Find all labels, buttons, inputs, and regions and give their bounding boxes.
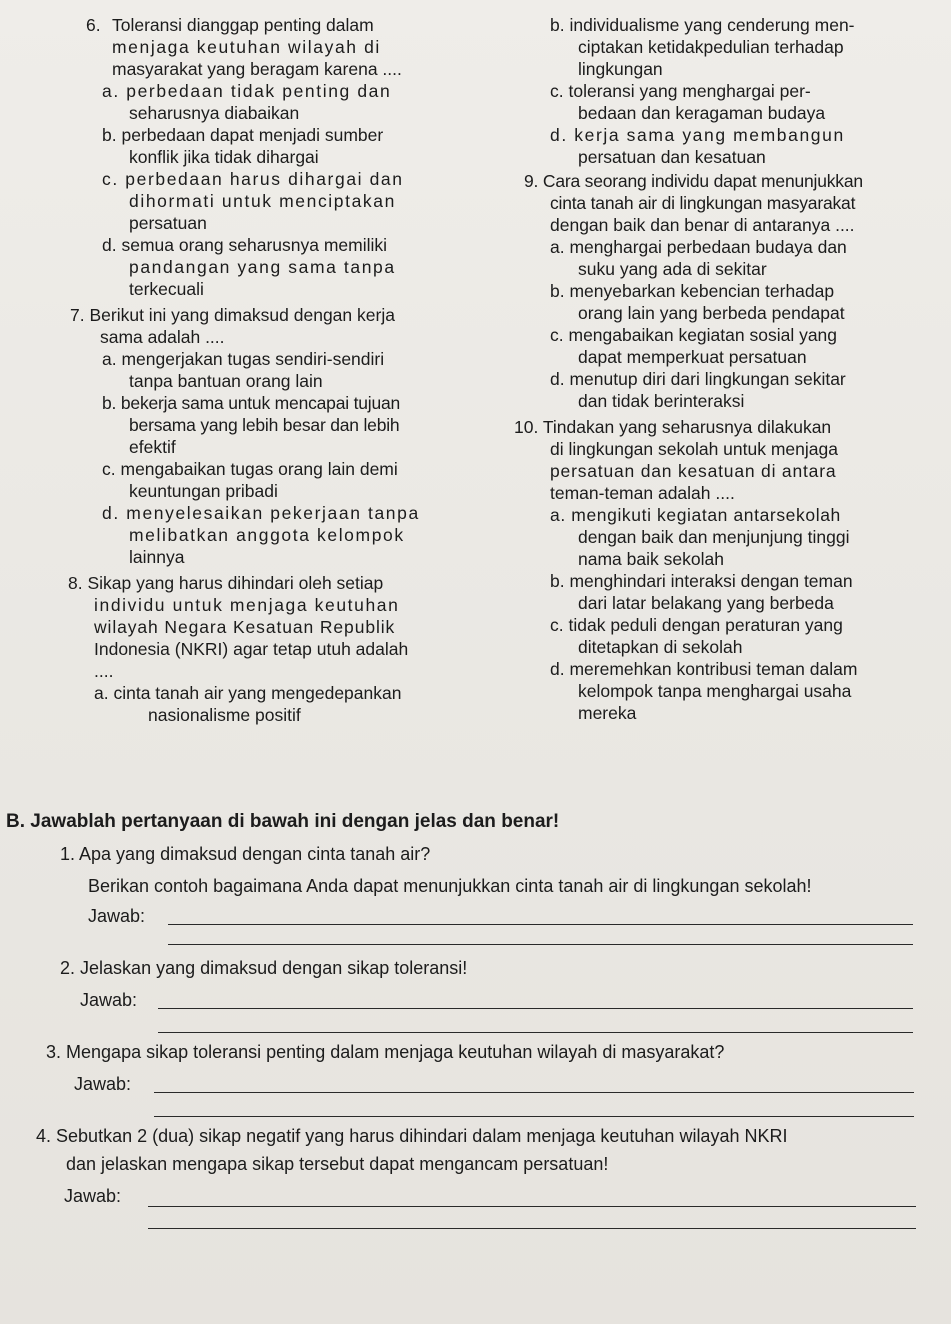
- option-line: terkecuali: [129, 279, 204, 299]
- left-column: [68, 14, 456, 726]
- option-d: d. menutup diri dari lingkungan sekitar: [550, 369, 846, 389]
- option-line: kelompok tanpa menghargai usaha: [578, 681, 852, 701]
- option-d: d. kerja sama yang membangun: [550, 125, 845, 145]
- question-stem-line: persatuan dan kesatuan di antara: [550, 461, 837, 481]
- option-line: lainnya: [129, 547, 185, 567]
- option-a: a. menghargai perbedaan budaya dan: [550, 237, 847, 257]
- option-line: dengan baik dan menjunjung tinggi: [578, 527, 850, 547]
- answer-line[interactable]: [154, 1116, 914, 1117]
- option-b: b. menyebarkan kebencian terhadap: [550, 281, 835, 301]
- question-number: 1.: [60, 844, 76, 864]
- answer-row: [6, 1014, 941, 1038]
- option-line: persatuan: [129, 213, 207, 233]
- option-line: dihormati untuk menciptakan: [129, 191, 396, 211]
- answer-line[interactable]: [148, 1206, 916, 1207]
- answer-line[interactable]: [168, 924, 913, 925]
- answer-line[interactable]: [148, 1228, 916, 1229]
- question-stem-line: Toleransi dianggap penting dalam: [112, 15, 374, 35]
- question-text: Jelaskan yang dimaksud dengan sikap toleransi!: [80, 958, 468, 978]
- question-text: Apa yang dimaksud dengan cinta tanah air?: [79, 844, 431, 864]
- option-line: dari latar belakang yang berbeda: [578, 593, 834, 613]
- question-number: 2.: [60, 958, 76, 978]
- essay-question-2: [6, 956, 941, 980]
- answer-row: [6, 1098, 941, 1122]
- question-stem-line: teman-teman adalah ....: [550, 483, 735, 503]
- question-7: [70, 304, 456, 568]
- option-line: efektif: [129, 437, 176, 457]
- option-line: orang lain yang berbeda pendapat: [578, 303, 845, 323]
- section-b: [6, 810, 941, 1234]
- option-line: pandangan yang sama tanpa: [129, 257, 396, 277]
- answer-row: [6, 1184, 941, 1210]
- option-line: melibatkan anggota kelompok: [129, 525, 405, 545]
- question-number: 8.: [68, 573, 83, 593]
- option-c: c. mengabaikan kegiatan sosial yang: [550, 325, 838, 345]
- question-8: [68, 572, 456, 726]
- question-stem-line: ....: [94, 661, 114, 681]
- question-number: 3.: [46, 1042, 62, 1062]
- option-a: a. mengerjakan tugas sendiri-sendiri: [102, 349, 385, 369]
- question-stem-line: wilayah Negara Kesatuan Republik: [94, 617, 396, 637]
- answer-row: [6, 930, 941, 952]
- question-number: 9.: [524, 171, 539, 191]
- question-number: 10.: [514, 417, 539, 437]
- option-line: bedaan dan keragaman budaya: [578, 103, 826, 123]
- option-b: b. bekerja sama untuk mencapai tujuan: [102, 393, 401, 413]
- answer-line[interactable]: [154, 1092, 914, 1093]
- option-a: a. perbedaan tidak penting dan: [102, 81, 392, 101]
- option-c: c. toleransi yang menghargai per-: [550, 81, 811, 101]
- question-stem-line: 10. Tindakan yang seharusnya dilakukan: [514, 417, 832, 437]
- option-line: persatuan dan kesatuan: [578, 147, 766, 167]
- answer-label: Jawab:: [88, 906, 146, 926]
- question-stem-line: Sikap yang harus dihindari oleh setiap: [87, 573, 384, 593]
- option-line: nama baik sekolah: [578, 549, 724, 569]
- question-number: 7.: [70, 305, 85, 325]
- option-line: seharusnya diabaikan: [129, 103, 300, 123]
- option-line: dapat memperkuat persatuan: [578, 347, 807, 367]
- question-stem-line: 9. Cara seorang individu dapat menunjukkan: [524, 171, 863, 191]
- question-stem-line: menjaga keutuhan wilayah di: [112, 37, 381, 57]
- option-a: a. cinta tanah air yang mengedepankan: [94, 683, 402, 703]
- answer-line[interactable]: [158, 1008, 913, 1009]
- question-8-continued: [510, 14, 915, 168]
- option-line: tanpa bantuan orang lain: [129, 371, 323, 391]
- section-b-title: B. Jawablah pertanyaan di bawah ini dengan jelas dan benar!: [6, 811, 560, 832]
- question-stem-line: Berikut ini yang dimaksud dengan kerja: [89, 305, 395, 325]
- essay-question-4: [6, 1124, 941, 1148]
- essay-question-3: [6, 1040, 941, 1064]
- option-a: a. mengikuti kegiatan antarsekolah: [550, 505, 841, 525]
- option-line: ditetapkan di sekolah: [578, 637, 743, 657]
- answer-row: [6, 904, 941, 930]
- option-line: konflik jika tidak dihargai: [129, 147, 319, 167]
- option-d: d. menyelesaikan pekerjaan tanpa: [102, 503, 420, 523]
- option-d: d. semua orang seharusnya memiliki: [102, 235, 388, 255]
- option-line: nasionalisme positif: [148, 705, 301, 725]
- option-b: b. perbedaan dapat menjadi sumber: [102, 125, 384, 145]
- option-line: ciptakan ketidakpedulian terhadap: [578, 37, 844, 57]
- option-line: suku yang ada di sekitar: [578, 259, 767, 279]
- option-b: b. individualisme yang cenderung men-: [550, 15, 855, 35]
- answer-line[interactable]: [158, 1032, 913, 1033]
- question-10: [510, 416, 915, 724]
- question-text: Mengapa sikap toleransi penting dalam menjaga keutuhan wilayah di masyarakat?: [66, 1042, 725, 1062]
- question-stem-line: di lingkungan sekolah untuk menjaga: [550, 439, 838, 459]
- option-c: c. tidak peduli dengan peraturan yang: [550, 615, 843, 635]
- answer-label: Jawab:: [64, 1186, 122, 1206]
- option-c: c. perbedaan harus dihargai dan: [102, 169, 404, 189]
- answer-line[interactable]: [168, 944, 913, 945]
- question-stem-line: sama adalah ....: [100, 327, 225, 347]
- question-stem-line: individu untuk menjaga keutuhan: [94, 595, 400, 615]
- question-number: 4.: [36, 1126, 52, 1146]
- option-line: mereka: [578, 703, 637, 723]
- answer-row: [6, 988, 941, 1014]
- question-6: [86, 14, 456, 300]
- question-number: 6.: [86, 15, 101, 35]
- answer-row: [6, 1210, 941, 1234]
- question-stem-line: Indonesia (NKRI) agar tetap utuh adalah: [94, 639, 409, 659]
- option-line: lingkungan: [578, 59, 663, 79]
- option-b: b. menghindari interaksi dengan teman: [550, 571, 853, 591]
- question-text: dan jelaskan mengapa sikap tersebut dapat mengancam persatuan!: [66, 1154, 609, 1174]
- option-c: c. mengabaikan tugas orang lain demi: [102, 459, 398, 479]
- option-d: d. meremehkan kontribusi teman dalam: [550, 659, 858, 679]
- option-line: bersama yang lebih besar dan lebih: [129, 415, 400, 435]
- essay-question-1: [6, 842, 941, 866]
- right-column: [510, 14, 915, 724]
- question-stem-line: cinta tanah air di lingkungan masyarakat: [550, 193, 856, 213]
- question-text: Sebutkan 2 (dua) sikap negatif yang harus dihindari dalam menjaga keutuhan wilayah NKRI: [56, 1126, 788, 1146]
- answer-label: Jawab:: [74, 1074, 132, 1094]
- option-line: keuntungan pribadi: [129, 481, 278, 501]
- answer-row: [6, 1072, 941, 1098]
- question-stem-line: dengan baik dan benar di antaranya ....: [550, 215, 855, 235]
- option-line: dan tidak berinteraksi: [578, 391, 745, 411]
- question-9: [510, 170, 915, 412]
- question-text: Berikan contoh bagaimana Anda dapat menunjukkan cinta tanah air di lingkungan sekolah!: [88, 876, 812, 896]
- question-stem-line: masyarakat yang beragam karena ....: [112, 59, 402, 79]
- answer-label: Jawab:: [80, 990, 138, 1010]
